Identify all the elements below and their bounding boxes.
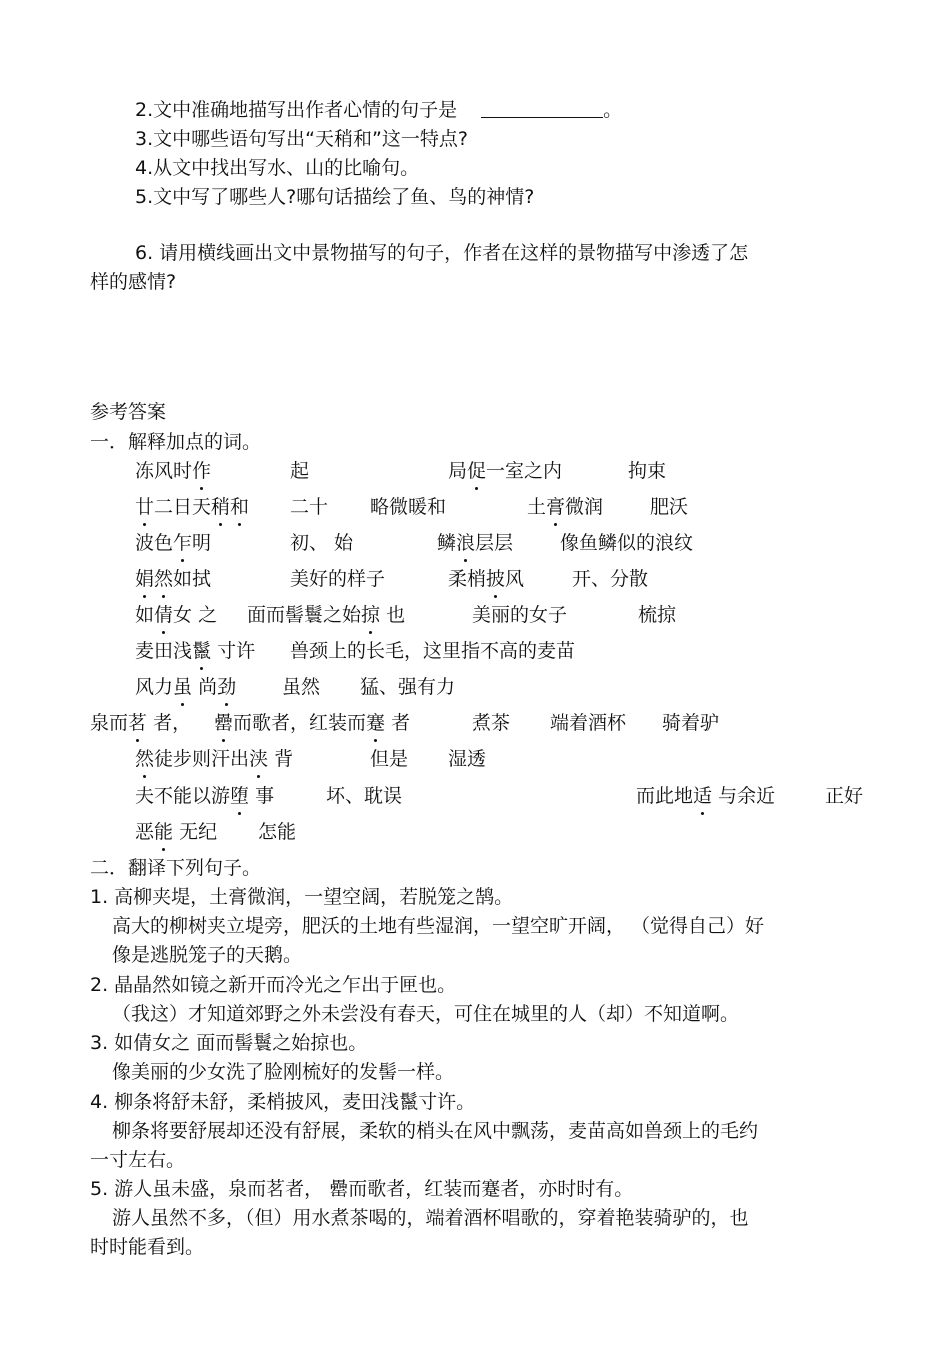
vocab-term: 鳞浪层层	[437, 532, 514, 554]
question-4: 4.从文中找出写水、山的比喻句。	[135, 157, 420, 179]
translation-source: 5. 游人虽未盛，泉而茗者， 罍而歌者，红装而蹇者，亦时时有。	[90, 1178, 634, 1200]
translation-source: 4. 柳条将舒未舒，柔梢披风，麦田浅鬣寸许。	[90, 1091, 476, 1113]
vocab-meaning: 正好	[825, 785, 864, 807]
vocab-term: 如倩女 之	[135, 604, 218, 626]
translation-source: 2. 晶晶然如镜之新开而冷光之乍出于匣也。	[90, 974, 457, 996]
answer-blank	[481, 99, 603, 118]
vocab-meaning: 二十	[290, 496, 329, 518]
vocab-term: 波色乍明	[135, 532, 212, 554]
vocab-term: 麦田浅鬣 寸许	[135, 640, 256, 662]
vocab-meaning: 猛、强有力	[360, 676, 456, 698]
question-3: 3.文中哪些语句写出“天稍和”这一特点?	[135, 128, 468, 150]
vocab-term: 面而髻鬟之始掠 也	[247, 604, 406, 626]
vocab-meaning: 美好的样子	[290, 568, 386, 590]
vocab-meaning: 起	[290, 460, 310, 482]
vocab-term: 土膏微润	[527, 496, 604, 518]
vocab-meaning: 但是	[370, 748, 409, 770]
vocab-term: 而此地适 与余近	[636, 785, 776, 807]
question-5: 5.文中写了哪些人?哪句话描绘了鱼、鸟的神情?	[135, 186, 535, 208]
translation-source: 1. 高柳夹堤，土膏微润，一望空阔，若脱笼之鹄。	[90, 886, 514, 908]
vocab-meaning: 略微暖和	[370, 496, 447, 518]
part1-heading: 一．解释加点的词。	[90, 431, 262, 453]
vocab-meaning: 开、分散	[572, 568, 649, 590]
vocab-meaning: 拘束	[628, 460, 667, 482]
vocab-meaning: 初、 始	[290, 532, 354, 554]
translation-answer: 像是逃脱笼子的天鹅。	[112, 944, 303, 966]
translation-answer: 像美丽的少女洗了脸刚梳好的发髻一样。	[112, 1061, 455, 1083]
vocab-term: 冻风时作	[135, 460, 212, 482]
vocab-meaning: 像鱼鳞似的浪纹	[560, 532, 694, 554]
vocab-term: 然徒步则汗出浃 背	[135, 748, 294, 770]
vocab-meaning: 梳掠	[638, 604, 677, 626]
vocab-meaning: 端着酒杯	[550, 712, 627, 734]
translation-answer: 柳条将要舒展却还没有舒展，柔软的梢头在风中飘荡，麦苗高如兽颈上的毛约	[112, 1120, 759, 1142]
translation-answer: （我这）才知道郊野之外未尝没有春天，可住在城里的人（却）不知道啊。	[112, 1003, 740, 1025]
vocab-term: 局促一室之内	[448, 460, 563, 482]
vocab-term: 恶能 无纪	[135, 821, 218, 843]
vocab-meaning: 湿透	[448, 748, 487, 770]
translation-answer: 一寸左右。	[90, 1149, 186, 1171]
vocab-term: 娟然如拭	[135, 568, 212, 590]
answers-heading: 参考答案	[90, 401, 167, 423]
vocab-meaning: 美丽的女子	[472, 604, 568, 626]
vocab-term: 柔梢披风	[448, 568, 525, 590]
vocab-meaning: 虽然	[282, 676, 321, 698]
vocab-term: 廿二日天稍和	[135, 496, 250, 518]
part2-heading: 二．翻译下列句子。	[90, 857, 262, 879]
vocab-term: 罍而歌者，红装而蹇 者	[214, 712, 411, 734]
vocab-meaning: 煮茶	[472, 712, 511, 734]
question-6-line2: 样的感情?	[90, 271, 177, 293]
vocab-meaning: 骑着驴	[662, 712, 720, 734]
vocab-term: 泉而茗 者，	[90, 712, 192, 734]
vocab-meaning: 肥沃	[650, 496, 689, 518]
vocab-meaning: 怎能	[258, 821, 297, 843]
vocab-term: 风力虽 尚劲	[135, 676, 237, 698]
vocab-meaning: 坏、耽误	[326, 785, 403, 807]
question-2: 2.文中准确地描写出作者心情的句子是 。	[135, 99, 623, 121]
vocab-meaning: 兽颈上的长毛，这里指不高的麦苗	[290, 640, 576, 662]
translation-answer: 游人虽然不多，（但）用水煮茶喝的，端着酒杯唱歌的，穿着艳装骑驴的，也	[112, 1207, 749, 1229]
translation-source: 3. 如倩女之 面而髻鬟之始掠也。	[90, 1032, 368, 1054]
translation-answer: 高大的柳树夹立堤旁，肥沃的土地有些湿润，一望空旷开阔， （觉得自己）好	[112, 915, 765, 937]
question-6-line1: 6. 请用横线画出文中景物描写的句子，作者在这样的景物描写中渗透了怎	[135, 242, 749, 264]
translation-answer: 时时能看到。	[90, 1236, 205, 1258]
vocab-term: 夫不能以游堕 事	[135, 785, 275, 807]
